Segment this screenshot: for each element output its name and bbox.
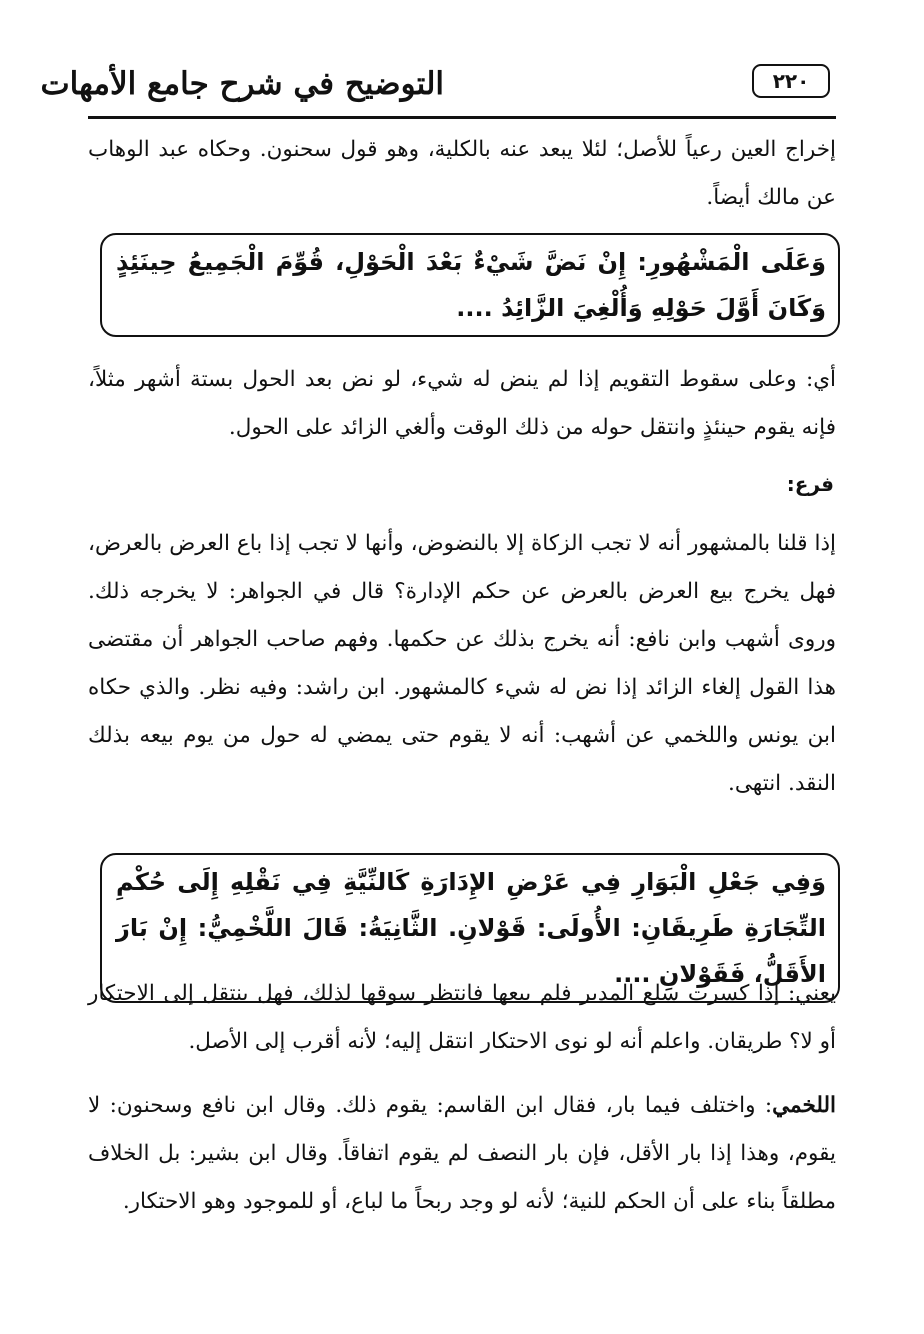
- matn-text-1: وَعَلَى الْمَشْهُورِ: إِنْ نَضَّ شَيْءٌ بَعْدَ الْحَوْلِ، قُوِّمَ الْجَمِيعُ حِينَئِذٍ وَكَانَ أَوَّلَ حَوْلِهِ وَأُلْغِيَ الزَّائِدُ ....: [116, 248, 826, 322]
- matn-text-2: وَفِي جَعْلِ الْبَوَارِ فِي عَرْضِ الإِدَارَةِ كَالنِّيَّةِ فِي نَقْلِهِ إِلَى حُكْمِ التِّجَارَةِ طَرِيقَانِ: الأُولَى: قَوْلانِ. الثَّانِيَةُ: قَالَ اللَّخْمِيُّ: إِنْ بَارَ الأَقَلُّ، فَقَوْلانِ ....: [116, 868, 826, 988]
- commentary-paragraph-5: [88, 1082, 836, 1226]
- paragraph-5-text: : واختلف فيما بار، فقال ابن القاسم: يقوم ذلك. وقال ابن نافع وسحنون: لا يقوم، وهذا إذا بار الأقل، فإن بار النصف لم يقوم اتفاقاً. وقال ابن بشير: بل الخلاف مطلقاً بناء على أن الحكم للنية؛ لأنه لو وجد ربحاً ما لباع، أو للموجود وهو الاحتكار.: [88, 1093, 836, 1214]
- running-title: التوضيح في شرح جامع الأمهات: [40, 66, 444, 102]
- page-header: [40, 58, 836, 119]
- matn-box-1: [100, 233, 840, 337]
- commentary-paragraph-4: يعني: إذا كسرت سلع المدير فلم يبعها فانتظر سوقها لذلك، فهل ينتقل إلى الاحتكار أو لا؟ طريقان. واعلم أنه لو نوى الاحتكار انتقل إليه؛ لأنه أقرب إلى الأصل.: [88, 981, 836, 1054]
- commentary-paragraph-2: أي: وعلى سقوط التقويم إذا لم ينض له شيء، لو نض بعد الحول بستة أشهر مثلاً، فإنه يقوم حينئذٍ وانتقل حوله من ذلك الوقت وألغي الزائد على الحول.: [88, 367, 836, 440]
- section-heading: فرع:: [786, 472, 834, 496]
- commentary-paragraph-3: إذا قلنا بالمشهور أنه لا تجب الزكاة إلا بالنضوض، وأنها لا تجب إذا باع العرض بالعرض، فهل يخرج بيع العرض بالعرض عن حكم الإدارة؟ قال في الجواهر: لا يخرجه ذلك. وروى أشهب وابن نافع: أنه يخرج بذلك عن حكمها. وفهم صاحب الجواهر أن مقتضى هذا القول إلغاء الزائد إذا نض له شيء كالمشهور. ابن راشد: وفيه نظر. والذي حكاه ابن يونس واللخمي عن أشهب: أنه لا يقوم حتى يمضي له حول من يوم بيعه بذلك النقد. انتهى.: [88, 531, 836, 796]
- page-number: ٢٢٠: [752, 64, 830, 98]
- cited-author: اللخمي: [772, 1093, 836, 1118]
- commentary-paragraph-1: إخراج العين رعياً للأصل؛ لئلا يبعد عنه بالكلية، وهو قول سحنون. وحكاه عبد الوهاب عن مالك أيضاً.: [88, 137, 836, 210]
